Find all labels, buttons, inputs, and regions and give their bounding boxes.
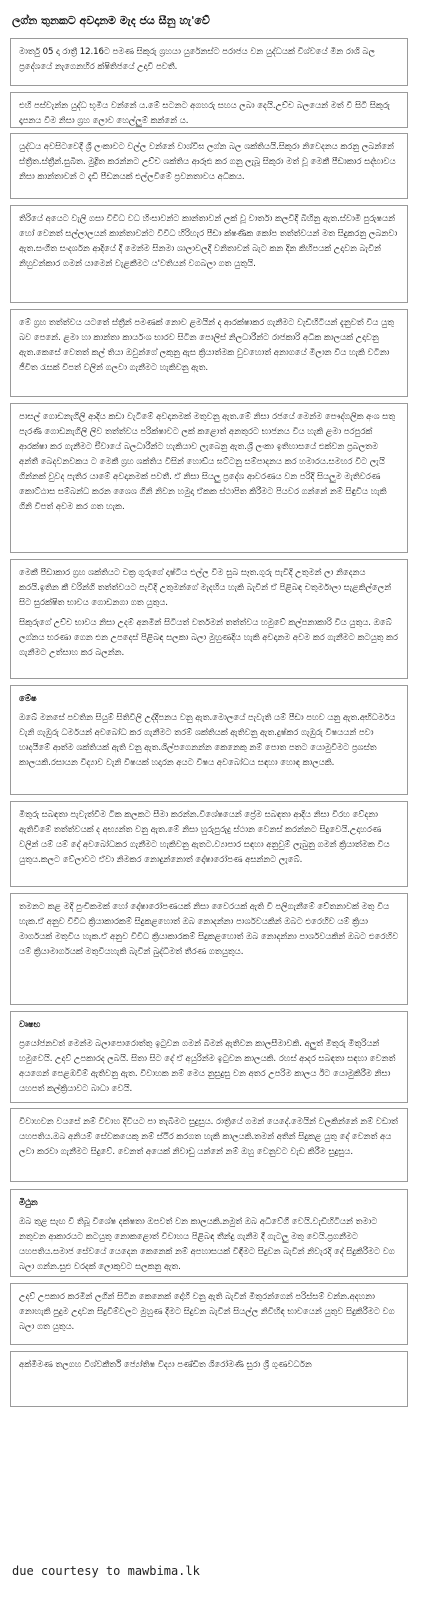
section-heading: මිථුන — [19, 1198, 38, 1208]
section-paragraph: තමනට කළ මදි පුංචිකමක් හෝ දෝෂාරෝපණයක් නිසා වෛරයක් ඇති වී පලිගැනීමේ චේතනාවක් මතු විය හැක.ඒ අනුව විවිධ ක්‍රියාකාරකම් සිදුකළහොත් ඔබ නොදන්නා පාර්ශවයකින් ඔබට එරෙහිව යම් ක්‍රියා මාර්ගයක් මතුවිය හැක.ඒ අනුව විවිධ ක්‍රියාකාරකම් සිදුකළහොත් ඔබ නොදන්නා පාර්ශවයකින් ඔබට එරෙහිව යම් ක්‍රියාමාර්ගයක් මතුවියහැකි බැවින් බුද්ධිමත් තීරණ ගතයුතුය. — [19, 902, 399, 957]
section-paragraph: එහි පස්වැන්න යුද්ධ භූමිය වන්නේ ය.මේ සටනට අගහරු සහය ලබා දෙයි.උච්ච බලයෙන් මත් වී සිටි සිකුරු දෑපනය වීම නිසා ග්‍රහ ලොව හෙල්ලුම් කන්නේ ය. — [19, 101, 390, 126]
section-box — [10, 92, 408, 128]
article-title: ලග්න තුනකට අවදානම මැද ජය සීනු හැ'වේ — [12, 14, 210, 27]
section-box — [10, 1108, 408, 1182]
section-box — [10, 801, 408, 887]
section-box — [10, 559, 408, 679]
section-paragraph: මෙකී පීඩාකාර ග්‍රහ ශක්තියට චක්‍ර ගුරුගේ දාෂ්ටිය එල්ල වීම සුබ සෑත.ගුරු පැවිදි උතුමන් ලා නිදෙනය කරයි.ඉතින කී වරින්ගි තත්ත්වයට පැවිදි උතුමන්ගේ මැදහිය හැකි බැවින් ඒ පිළිබඳ චතුර්මාලා සැළකිල්ලෙන් සිට සුරක්ෂිත භාවය ගොඩනගා ගත යුතුය. — [19, 568, 392, 608]
section-heading: මේෂ — [19, 694, 37, 704]
section-paragraph: තිරියේ අයෙට වැලි ගසා විවිධ වධ හිංසාවන්ට කාන්තාවන් ලක් වූ වාර්තා කලවිදී බිහිනු ඇත.ස්වාමි පුරුෂයන් හෝ වෙනත් සල්ලාලයන් කාන්තාවන්ට විවිධ හිරිහැර පීඩා ක්ෂණික කෝප තත්ත්වයන් මත සිදුකරනු ලබනවා ඇත.සංගීත සංදර්ශන ආදියේ දී මෙන්ම සිනමා ශාලාවලදී වනිතාවන් බැට කන දින කිහිපයක් උදාවන බැවින් නිහුවන්කාර ගමන් යාමෙන් වැළකීමට ය'වතියන් වගබලා ගත යුතුයි. — [19, 214, 398, 269]
section-paragraph: මිතුරු සබඳතා පැවැත්වීම ටික කලකට සීමා කරන්න.විශේෂයෙන් ප්‍රේම සබඳතා ආදිය නිසා විරහ වේදනා ඇතිවීමේ තත්ත්වයක් ද අභ්‍යන්ත වනු ඇත.මේ නිසා හුරුපුරුදු ස්ථාන වෙනස් කරන්නට සිදුවෙයි.උදාහරණ වලින් යම් යම් දේ අවබෝධකර ගැනීමට හැකිවනු ඇතට.ව්‍යාපාර සඳහා අනුවුම් ලැබුනු ගමන් ක්‍රියාත්මක විය යුතුය.කලට වේලාවට ඒවා නිමකර නොදුන්නොත් දෝෂාරෝපණ අසන්නට ලැබේ. — [19, 810, 390, 865]
section-paragraph: මාර්තු 05 දා රාත්‍රී 12.16ට පමණ සිකුරු ග්‍රහයා යුරේනස්ට පරාජය වන යුද්ධයක් විශ්වයේ මීන රාශි බල ප්‍රදේශයේ නැගෙනහිර ක්ෂිතිජයේ උදාවී පවතී. — [19, 47, 375, 72]
section-box — [10, 685, 408, 795]
section-paragraph: ඔබ තුළ සැඟ වී තිබූ විශේෂ දක්ෂතා ඔපවත් වන කාලයකි.නමුත් ඔබ අධිවේගී වෙයි.වැඩිහිටියන් තමාට නතුවන ආකාරයට කටයුතු නොකළොත් විවාහය පිළිබඳ තීන්දු ගැනීම දී ගැටලු මතු වෙයි.ප්‍රගනීමට යහපතිය.සමාජ සේවයේ යෙදෙන කෙනෙක් නම් අපහාසයක් විඳීමට සිදුවන බැවින් නිවැරදි දේ සිදුකිරීමට වග බලා ගන්න.සුළු වරදක් ලොකුවට සලකනු ඇත. — [19, 1217, 395, 1272]
section-box — [10, 133, 408, 199]
section-box — [10, 1283, 408, 1345]
section-box — [10, 403, 408, 553]
section-box — [10, 1351, 408, 1407]
section-paragraph: විවාහවන වයසේ නම් විවාහ දිවියට පා තැබීමට සුදුසුය. රාත්‍රියේ ගමන් යෙදේ.මෙයින් වලකින්නේ නම් වඩාත් යහපතිය.ඔබ අනියම් සේවකයෙකු නම් ස්ථිර කරගත හැකි කාලයකි.තමන් අතින් සිදුකළ යුතු දේ වෙනත් අය ලවා කරවා ගැනීමට සිදුවේ. වෙනත් අයෙක් නිවාඩු යන්නේ නම් ඔහු වෙනුවට වැඩ කිරීම සුදුසුය. — [19, 1117, 398, 1157]
section-box — [10, 893, 408, 1005]
section-paragraph: උදව් උපකාර කරමින් ලගින් සිටින කෙනෙක් දෝහී වනු ඇති බැවින් මිතුරන්ගෙන් පරිස්සම් වන්න.අදහනා නොහැකි පුදුම උදාවන සිදුවීම්වලට මුහුණ දීමට සිදුවන බැවින් සියල්ල නිවිහිඳ භාවයෙන් යුතුව සිදුකිරීමට වග බලා ගත යුතුය. — [19, 1292, 395, 1332]
section-heading: වෘෂභ — [19, 1020, 41, 1030]
source-credit: due courtesy to mawbima.lk — [12, 1564, 200, 1578]
section-paragraph: ඔබේ මනසේ පවතින සියුම් සිතිවිලි උද්දීපනය වනු ඇත.මොලයේ පැවැති යම් පීඩා පහව යනු ඇත.අභිධර්මය වැනි ගැඹුරු ධර්මයන් අවබෝධ කර ගැනීමට තරම් ශක්තියක් ඇතිවනු ඇත.දුෂ්කර ගැඹුරු විෂයයන් පවා හෘදයීමේ ආත්ම ශක්තියක් ඇති වනු ඇත.ශිල්පගෙනන්න කෙනෙකු නම් පොත පතට යොමුවීමට ප්‍රශස්ත කාලයකි.රසායන විද්‍යාව වැනි විෂයක් හදාරන අයට විෂය අවබෝධය සඳහා හොඳ කාලයකි. — [19, 713, 396, 768]
section-box — [10, 38, 408, 86]
section-paragraph: යුද්ධය අවසිටවෙදී ශ්‍රී ලංකාවට වල්ල වන්නේ වාශ්විඝ ලග්න බල ශක්තියයි.සිකුරා නිවෙදනය කරනු ලබන්නේ ස්ත්‍රීත.ස්ත්‍රීන්.සුබිත. මුද්‍රිත කරන්නට උච්ච ශක්තිය ආරූඪ කර ගනු ලැබූ සිකුරා මත් වූ මෙකී පීඩාකාර සද්භාවය නිසා කාන්තාවන් ට දැඩි පීඩනයක් එල්ලවීමේ ප්‍රවනතාවය අධිකය. — [19, 142, 396, 182]
section-box — [10, 205, 408, 303]
section-box — [10, 1011, 408, 1103]
section-paragraph: මේ ග්‍රහ තත්ත්වය යටතේ ස්ත්‍රීන් පමණක් නොව ළමයින් ද ආරක්ෂාකර ගැනීමට වැඩිහිටියන් දැනුවත් විය යුතු බව පෙනේ. ළමා හා කාන්තා කාර්යංශ භාරව සිටින පොලිස් නිලධාරීන්ට රාජකාරි අධික කාලයක් උදාවනු ඇත.කෙසේ වෙතත් කල් තියා ඔවුන්ගේ ලකුනු ඇස ක්‍රියාත්මක වුවහොත් අනාගයේ මිලාන විය හැකි වටිනා ජීවිත රැසක් විපත් වලින් ගලවා ගැනීමට හැකිවනු ඇත. — [19, 318, 394, 373]
section-paragraph: පාසල් ගොඩනැගිලි ආදිය කඩා වැටීමේ අවදානමක් මතුවනු ඇත.මේ නිසා රජයේ මෙන්ම පෞද්ගලික අංශ සතු පැරණි ගොඩනැගිලි ලිව තත්ත්වය පරික්ෂාවට ලක් කළොත් අනතුරට භාජනය විය හැකි ළමා පරපුරක් ආරක්ෂා කර ගැනීමට එීවායේ බලධාරීන්ට හැකියාව ලැබෙනු ඇත.ශ්‍රී ලංකා ඉතිහාසයේ එක්වන ප්‍රබලතම අන්තී බෙදවනවකය ට මෙකී ග්‍රහ ශක්තිය විසින් හොඩ්ය ඝට්ටනු සම්පාදනය කර හමාරය.සමහර විට ලැයි ගින්නක් වුවද පැතිර යාමේ අවදානමක් පවතී. ඒ නිසා සියලු ප්‍රදේශ ආවරණය වන පරිදි සියලුම මැතිවරණ කොට්ඨාස සම්බන්ධ කරන ශෛශ ගිනි නිවන හමුදා ඒකක ස්ථාපිත කිරීමට පියවර ගන්නේ නම් සිඳුවිය හැකි ගිනි විපත් අවම කර ගත හැක. — [19, 412, 396, 512]
section-paragraph: ප්‍රයෝජනවත් මෙන්ම බලාපොරොත්තු ඉටුවන ගමන් බිමන් ඇතිවන කාලසීමාවකි. අලුත් මිතුරු මිතුරියන් හමුවෙයි. උදව් උපකාරද ලබයි. සිතා සිට දේ ඒ අයුරින්ම ඉටුවන කාලයකි. රහස් ආදර සබඳතා සඳහා වෙනත් අයගෙන් පෙළඹවීම් ඇතිවනු ඇත. විවාහක නම් මෙය නුසුදුසු වන අතර උපරිම කාලය ඊට යොමුකිරීම නිසා යහපත් කල්ක්‍රියාවට බාධා වෙයි. — [19, 1039, 396, 1094]
section-paragraph: අක්මීමණ තලගහ විශ්වකීර්ති ජ්‍යෝතිෂ විද්‍යා පණ්ඩිත ශිරෝමණි සුරා ශ්‍රී ගුණවර්ධන — [19, 1360, 312, 1370]
section-paragraph: සිකුරුගේ උච්ච භාවය නිසා උදම් අනමින් සිටියත් වර්තමන් තත්ත්වය හමුවේ කල්පනාකාරි විය යුතුය. ඔබේ ලග්නය භරණා ගෙන එන උපදෙස් පිළිබඳ සලකා බලා මුහුණදිය හැකි අවදානම අවම කර ගැනීමට කටයුතු කර ගැනීමට උත්සාහ කර බලන්න. — [19, 618, 398, 658]
section-box — [10, 309, 408, 397]
section-box — [10, 1189, 408, 1277]
